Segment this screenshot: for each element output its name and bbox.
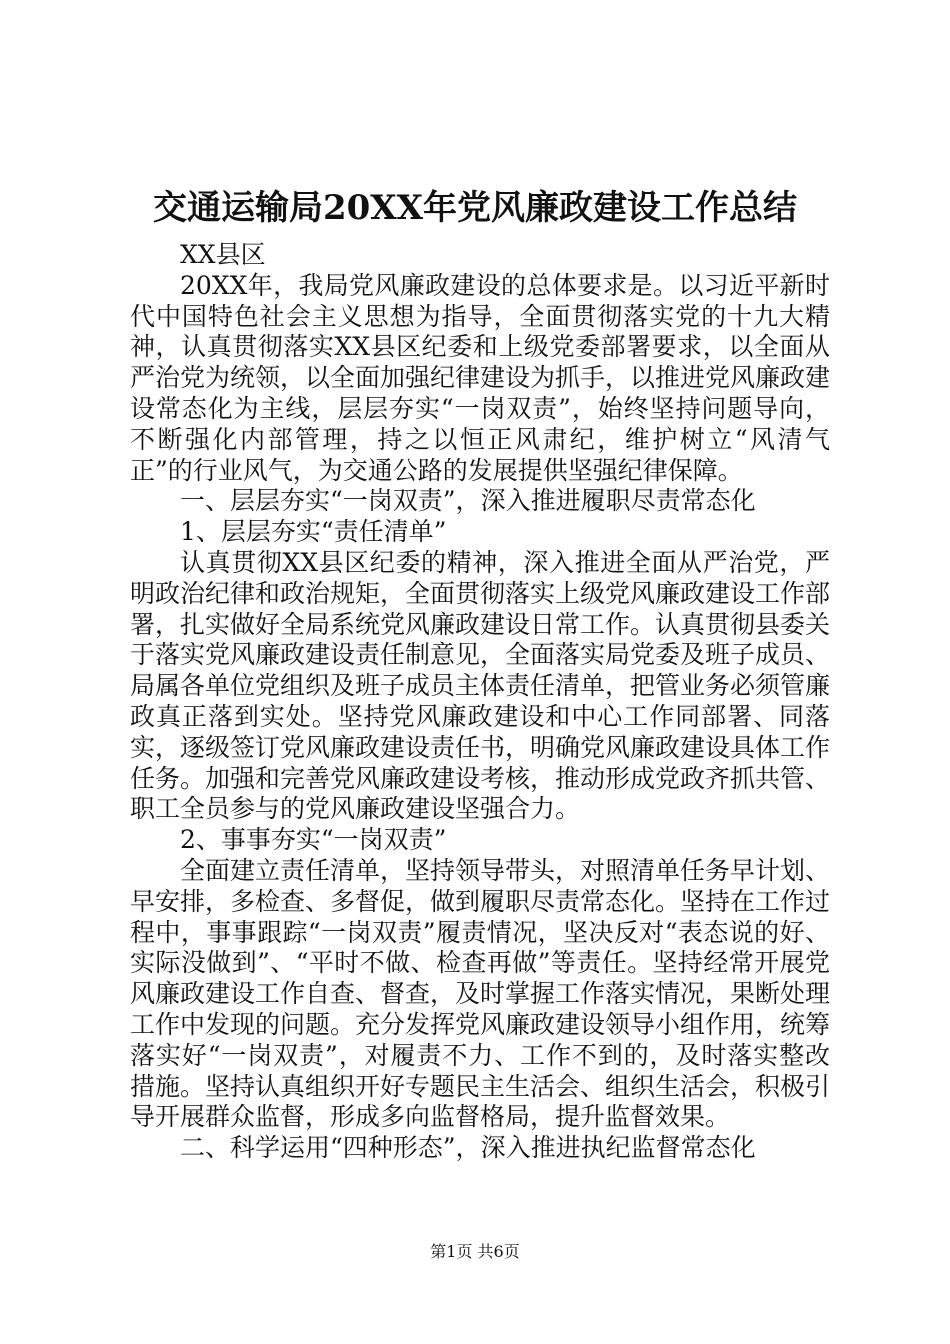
page-footer: 第1页 共6页	[430, 1242, 520, 1261]
document-title: 交通运输局20XX年党风廉政建设工作总结	[152, 188, 798, 228]
section-heading-1: 一、层层夯实“一岗双责”，深入推进履职尽责常态化	[180, 486, 756, 516]
section-heading-2: 二、科学运用“四种形态”，深入推进执纪监督常态化	[180, 1133, 756, 1163]
document-body	[130, 240, 830, 1164]
body-paragraph-1: 认真贯彻XX县区纪委的精神，深入推进全面从严治党，严明政治纪律和政治规矩，全面贯彻落实上级党风廉政建设工作部署，扎实做好全局系统党风廉政建设日常工作。认真贯彻县委关于落实党风廉政建设责任制意见，全面落实局党委及班子成员、局属各单位党组织及班子成员主体责任清单，把管业务必须管廉政真正落到实处。坚持党风廉政建设和中心工作同部署、同落实，逐级签订党风廉政建设责任书，明确党风廉政建设具体工作任务。加强和完善党风廉政建设考核，推动形成党政齐抓共管、职工全员参与的党风廉政建设坚强合力。	[130, 547, 831, 824]
intro-paragraph: 20XX年，我局党风廉政建设的总体要求是。以习近平新时代中国特色社会主义思想为指导，全面贯彻落实党的十九大精神，认真贯彻落实XX县区纪委和上级党委部署要求，以全面从严治党为统领，以全面加强纪律建设为抓手，以推进党风廉政建设常态化为主线，层层夯实“一岗双责”，始终坚持问题导向，不断强化内部管理，持之以恒正风肃纪，维护树立“风清气正”的行业风气，为交通公路的发展提供坚强纪律保障。	[130, 270, 831, 485]
body-paragraph-2: 全面建立责任清单，坚持领导带头，对照清单任务早计划、早安排，多检查、多督促，做到履职尽责常态化。坚持在工作过程中，事事跟踪“一岗双责”履责情况，坚决反对“表态说的好、实际没做到”、“平时不做、检查再做”等责任。坚持经常开展党风廉政建设工作自查、督查，及时掌握工作落实情况，果断处理工作中发现的问题。充分发挥党风廉政建设领导小组作用，统筹落实好“一岗双责”，对履责不力、工作不到的，及时落实整改措施。坚持认真组织开好专题民主生活会、组织生活会，积极引导开展群众监督，形成多向监督格局，提升监督效果。	[130, 855, 831, 1132]
subsection-heading-2: 2、事事夯实“一岗双责”	[180, 825, 447, 855]
subsection-heading-1: 1、层层夯实“责任清单”	[180, 517, 447, 547]
author-line: XX县区	[180, 240, 266, 269]
